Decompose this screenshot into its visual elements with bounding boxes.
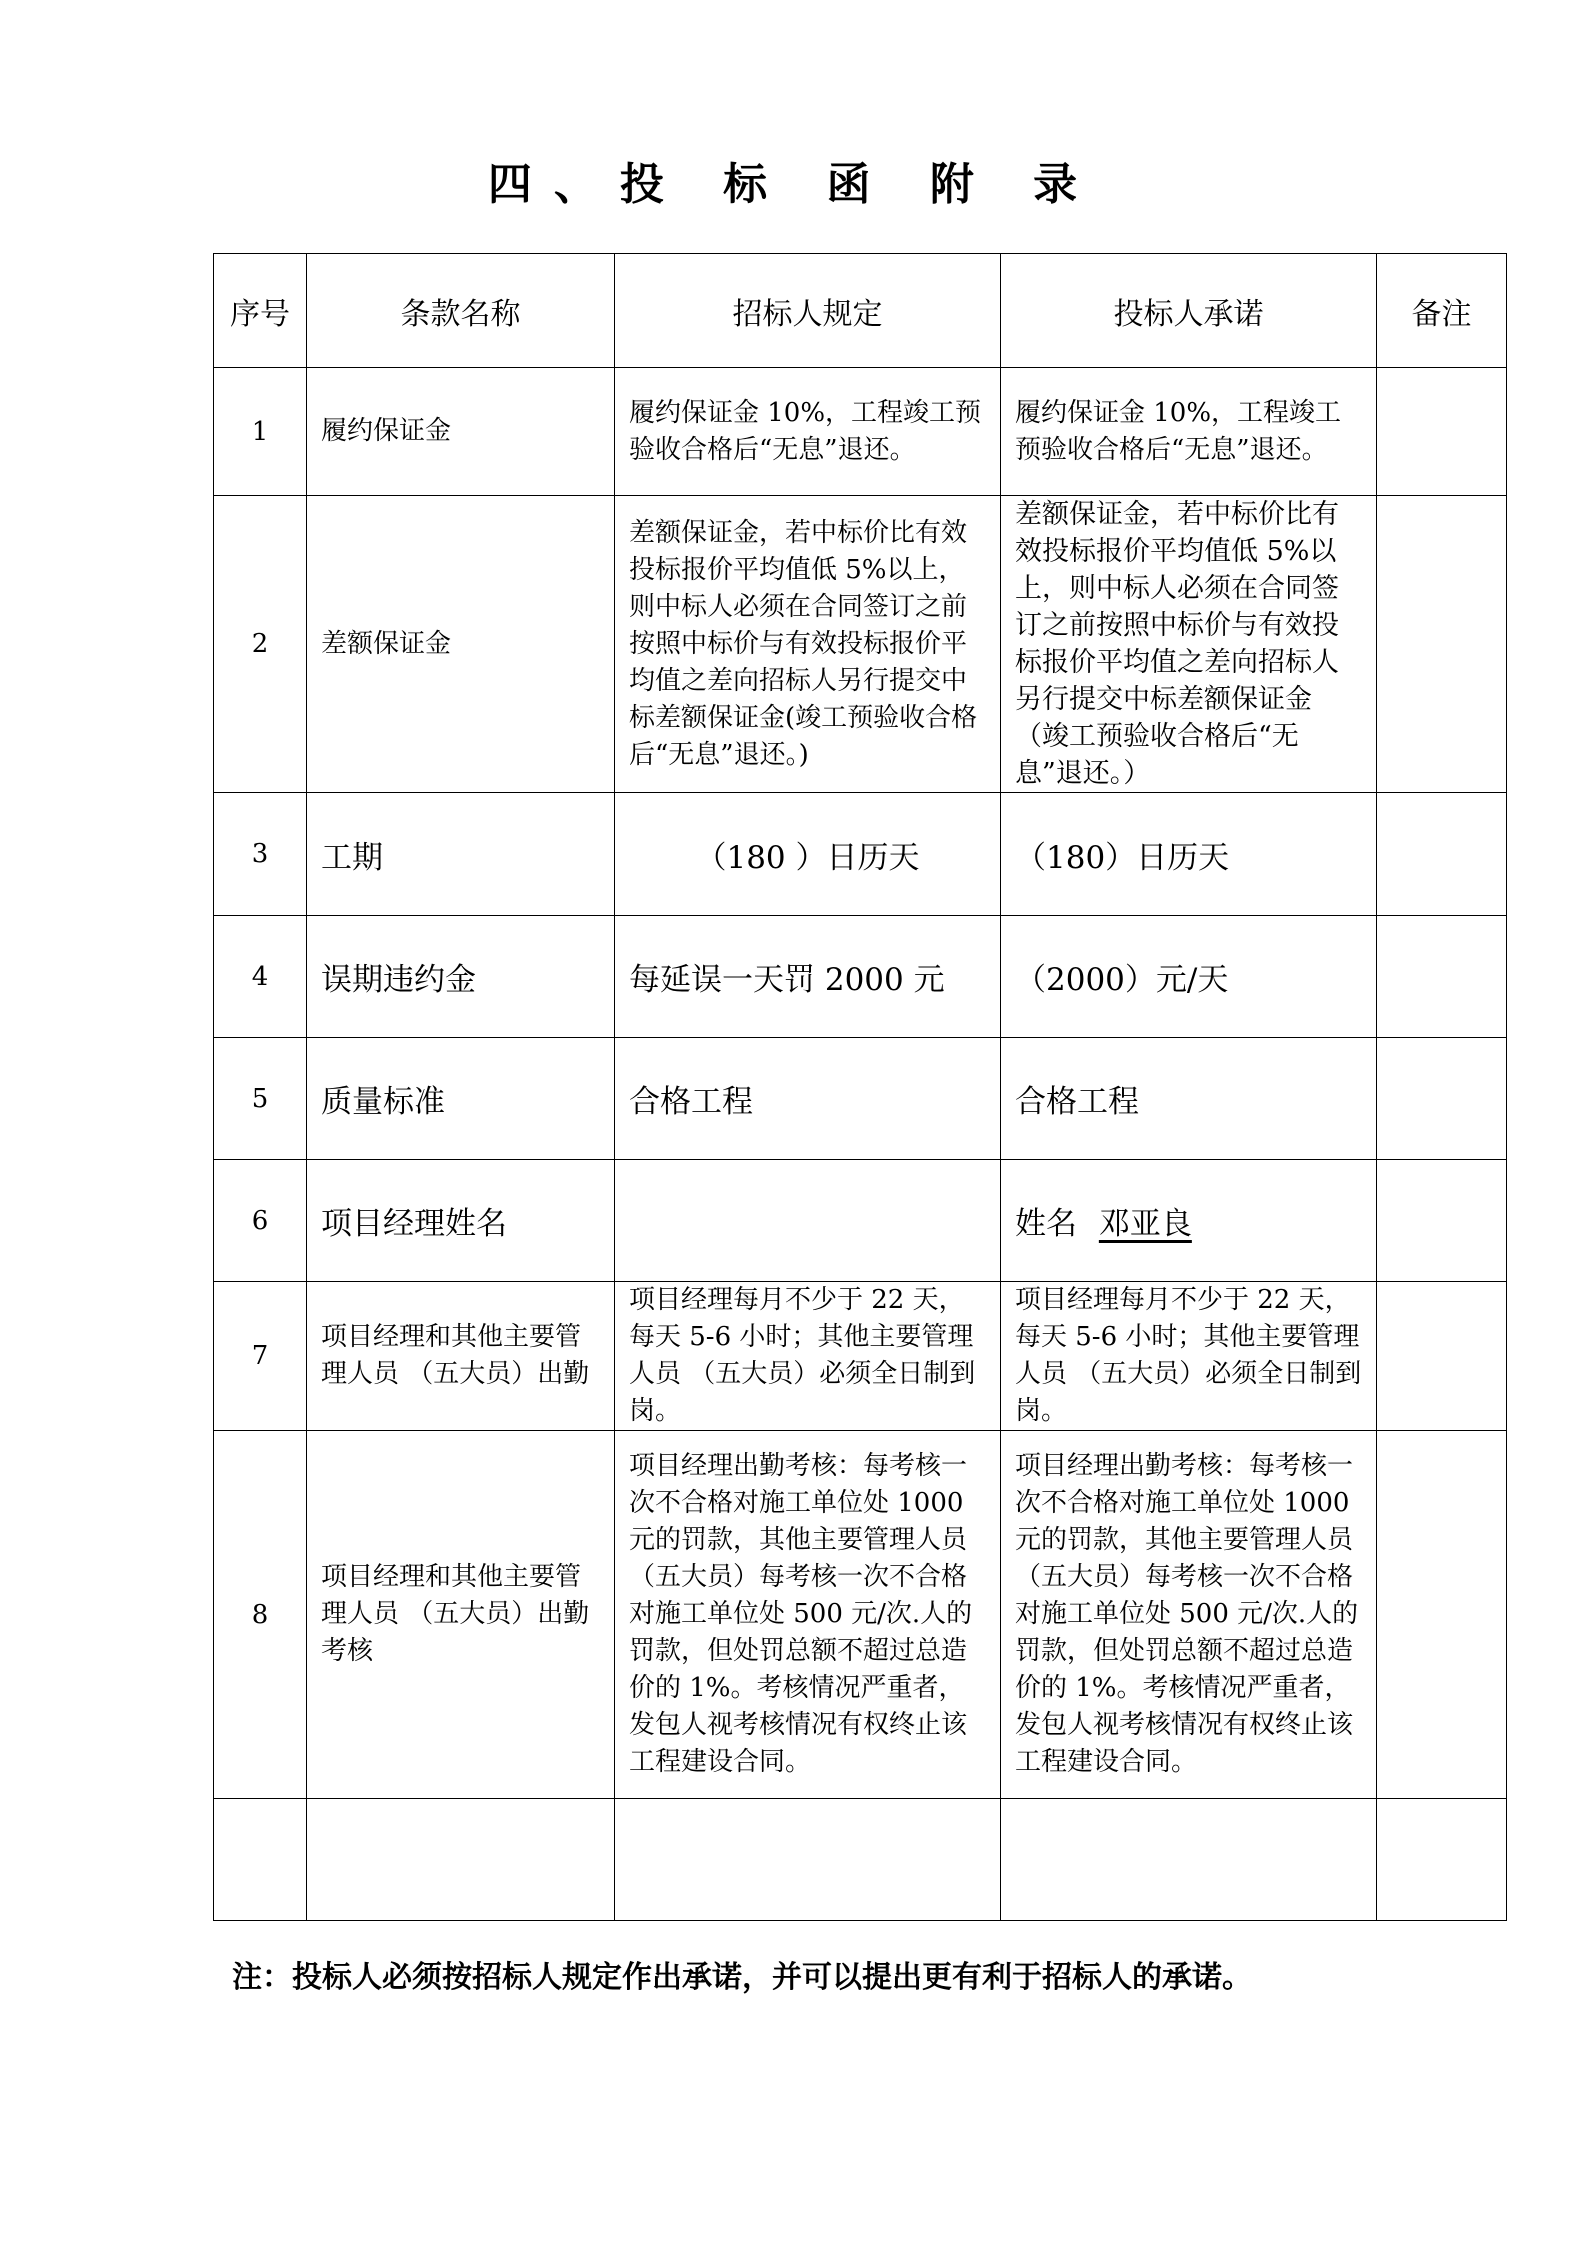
row-remark	[1377, 1431, 1507, 1799]
row-name: 工期	[307, 793, 615, 916]
row-name: 项目经理姓名	[307, 1160, 615, 1282]
row-promise: （2000）元/天	[1001, 916, 1377, 1038]
row-no: 3	[214, 793, 307, 916]
table-row-empty	[214, 1799, 1507, 1921]
row-promise: 合格工程	[1001, 1038, 1377, 1160]
row-no: 6	[214, 1160, 307, 1282]
row-rule	[615, 1160, 1001, 1282]
table-row	[214, 496, 1507, 793]
row-rule: 差额保证金，若中标价比有效投标报价平均值低 5%以上，则中标人必须在合同签订之前按照中标价与有效投标报价平均值之差向招标人另行提交中标差额保证金(竣工预验收合格后“无息”退还。)	[615, 496, 1001, 793]
row-name: 履约保证金	[307, 368, 615, 496]
pm-name-value: 邓亚良	[1098, 1206, 1192, 1242]
empty-cell	[615, 1799, 1001, 1921]
row-promise: （180）日历天	[1001, 793, 1377, 916]
row-no: 7	[214, 1282, 307, 1431]
empty-cell	[307, 1799, 615, 1921]
row-remark	[1377, 793, 1507, 916]
row-promise: 项目经理出勤考核：每考核一次不合格对施工单位处 1000 元的罚款，其他主要管理人员（五大员）每考核一次不合格对施工单位处 500 元/次.人的罚款，但处罚总额不超过总造价的 1%。考核情况严重者，发包人视考核情况有权终止该工程建设合同。	[1001, 1431, 1377, 1799]
table-row	[214, 1160, 1507, 1282]
row-no: 1	[214, 368, 307, 496]
table-row	[214, 1282, 1507, 1431]
header-rule: 招标人规定	[615, 254, 1001, 368]
bid-appendix-table	[213, 253, 1507, 1921]
empty-cell	[1001, 1799, 1377, 1921]
row-promise: 履约保证金 10%，工程竣工预验收合格后“无息”退还。	[1001, 368, 1377, 496]
row-remark	[1377, 1282, 1507, 1431]
table-header-row	[214, 254, 1507, 368]
pm-name-label: 姓名	[1015, 1206, 1077, 1242]
row-rule: （180 ）日历天	[615, 793, 1001, 916]
row-promise: 项目经理每月不少于 22 天，每天 5-6 小时；其他主要管理人员 （五大员）必须全日制到岗。	[1001, 1282, 1377, 1431]
header-promise: 投标人承诺	[1001, 254, 1377, 368]
table-row	[214, 1431, 1507, 1799]
row-rule: 项目经理每月不少于 22 天，每天 5-6 小时；其他主要管理人员 （五大员）必须全日制到岗。	[615, 1282, 1001, 1431]
row-name: 项目经理和其他主要管理人员 （五大员）出勤考核	[307, 1431, 615, 1799]
row-name: 差额保证金	[307, 496, 615, 793]
row-rule: 项目经理出勤考核：每考核一次不合格对施工单位处 1000 元的罚款，其他主要管理人员（五大员）每考核一次不合格对施工单位处 500 元/次.人的罚款，但处罚总额不超过总造价的 1%。考核情况严重者，发包人视考核情况有权终止该工程建设合同。	[615, 1431, 1001, 1799]
row-no: 2	[214, 496, 307, 793]
row-no: 4	[214, 916, 307, 1038]
row-rule: 每延误一天罚 2000 元	[615, 916, 1001, 1038]
table-row	[214, 368, 1507, 496]
footnote: 注：投标人必须按招标人规定作出承诺，并可以提出更有利于招标人的承诺。	[232, 1960, 1252, 1995]
table-row	[214, 916, 1507, 1038]
row-remark	[1377, 368, 1507, 496]
row-name: 误期违约金	[307, 916, 615, 1038]
empty-cell	[214, 1799, 307, 1921]
row-rule: 履约保证金 10%，工程竣工预验收合格后“无息”退还。	[615, 368, 1001, 496]
row-promise: 差额保证金，若中标价比有效投标报价平均值低 5%以上，则中标人必须在合同签订之前按照中标价与有效投标报价平均值之差向招标人另行提交中标差额保证金（竣工预验收合格后“无息”退还。）	[1001, 496, 1377, 793]
row-no: 8	[214, 1431, 307, 1799]
header-remark: 备注	[1377, 254, 1507, 368]
header-no: 序号	[214, 254, 307, 368]
row-remark	[1377, 916, 1507, 1038]
row-name: 质量标准	[307, 1038, 615, 1160]
row-rule: 合格工程	[615, 1038, 1001, 1160]
table-row	[214, 793, 1507, 916]
row-remark	[1377, 496, 1507, 793]
row-no: 5	[214, 1038, 307, 1160]
header-name: 条款名称	[307, 254, 615, 368]
page-title: 四、投 标 函 附 录	[487, 159, 1100, 210]
row-remark	[1377, 1160, 1507, 1282]
empty-cell	[1377, 1799, 1507, 1921]
row-promise	[1001, 1160, 1377, 1282]
table-row	[214, 1038, 1507, 1160]
row-name: 项目经理和其他主要管理人员 （五大员）出勤	[307, 1282, 615, 1431]
row-remark	[1377, 1038, 1507, 1160]
